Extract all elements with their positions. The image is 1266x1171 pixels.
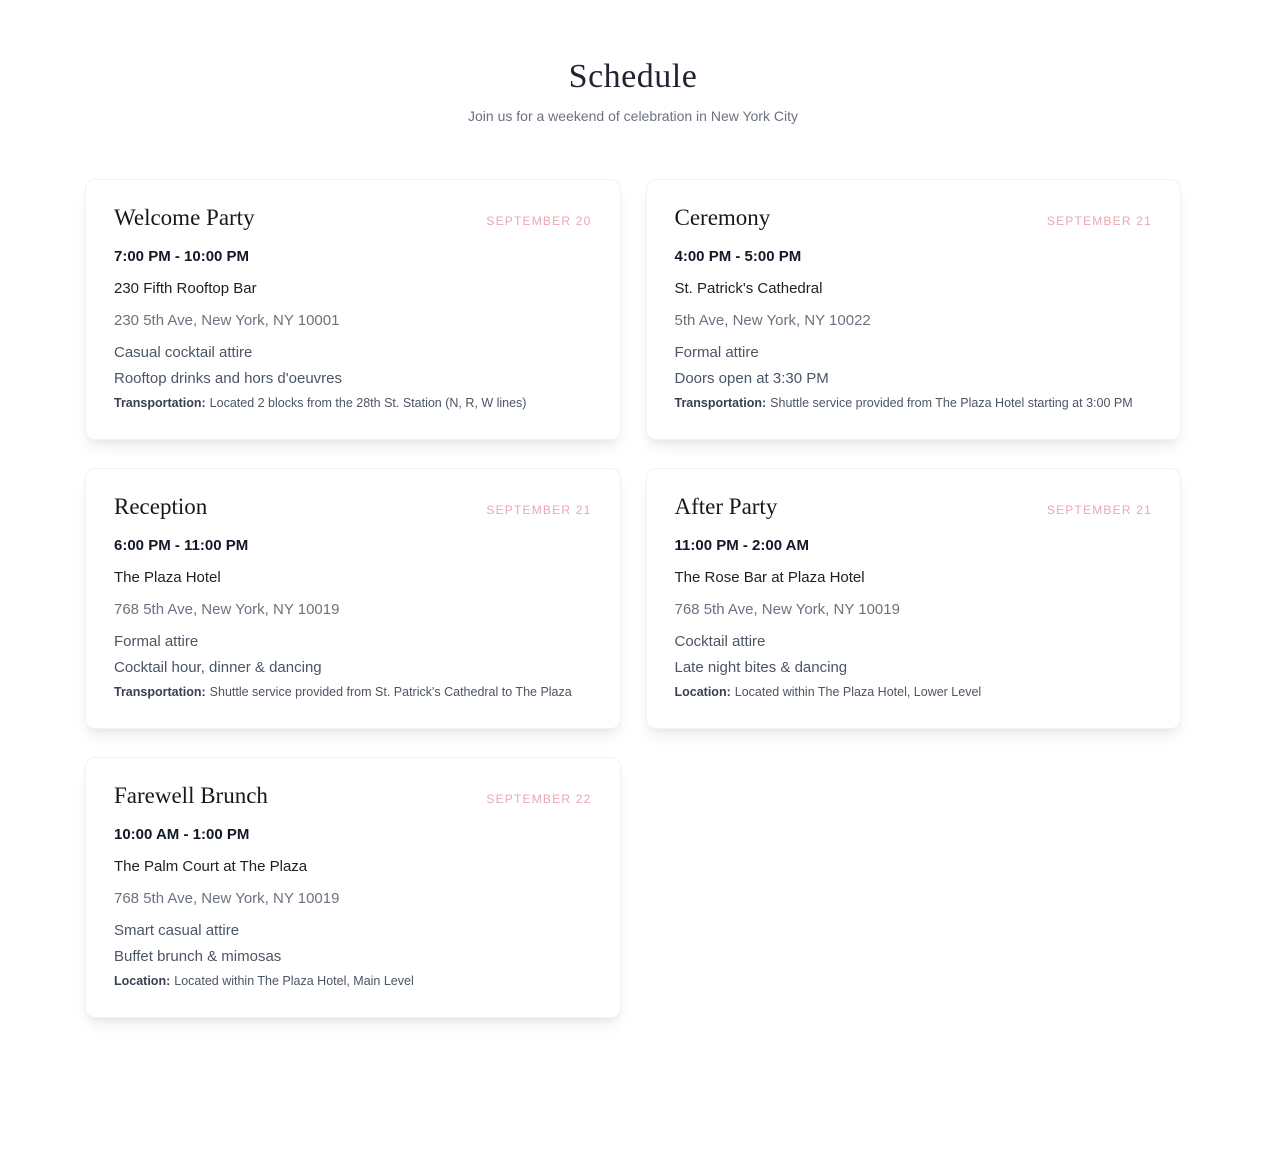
event-attire: Formal attire bbox=[114, 632, 199, 650]
event-card-after-party bbox=[646, 468, 1182, 729]
page-header bbox=[0, 0, 1266, 124]
event-title: Ceremony bbox=[674, 204, 771, 230]
event-note-text: Shuttle service provided from The Plaza Hotel starting at 3:00 PM bbox=[770, 395, 1133, 410]
event-attire: Formal attire bbox=[674, 343, 759, 361]
event-date-label: SEPTEMBER 21 bbox=[1046, 213, 1152, 228]
event-date-label: SEPTEMBER 22 bbox=[486, 791, 592, 806]
event-note bbox=[675, 395, 1153, 411]
event-venue: 230 Fifth Rooftop Bar bbox=[114, 279, 257, 297]
event-date-label: SEPTEMBER 21 bbox=[486, 502, 592, 517]
event-time: 11:00 PM - 2:00 AM bbox=[674, 536, 809, 554]
event-card-welcome-party bbox=[85, 179, 621, 440]
event-venue: The Plaza Hotel bbox=[114, 568, 221, 586]
event-venue: The Rose Bar at Plaza Hotel bbox=[674, 568, 865, 586]
event-card-header bbox=[114, 492, 592, 522]
event-card-header bbox=[675, 492, 1153, 522]
event-attire: Smart casual attire bbox=[114, 921, 240, 939]
event-note-text: Located within The Plaza Hotel, Lower Level bbox=[734, 684, 982, 699]
page-title: Schedule bbox=[568, 58, 698, 95]
event-time: 4:00 PM - 5:00 PM bbox=[674, 247, 802, 265]
event-attire: Cocktail attire bbox=[674, 632, 766, 650]
event-time: 7:00 PM - 10:00 PM bbox=[114, 247, 250, 265]
event-note bbox=[114, 395, 592, 411]
event-date-label: SEPTEMBER 21 bbox=[1046, 502, 1152, 517]
event-note-label: Location: bbox=[114, 973, 171, 988]
event-note-label: Transportation: bbox=[114, 684, 206, 699]
event-note-text: Located within The Plaza Hotel, Main Level bbox=[174, 973, 414, 988]
event-venue: St. Patrick's Cathedral bbox=[674, 279, 823, 297]
events-grid bbox=[85, 179, 1181, 1078]
event-description: Cocktail hour, dinner & dancing bbox=[114, 658, 322, 676]
event-address: 768 5th Ave, New York, NY 10019 bbox=[114, 600, 340, 618]
event-card-header bbox=[675, 203, 1153, 233]
event-note bbox=[114, 684, 592, 700]
event-attire: Casual cocktail attire bbox=[114, 343, 253, 361]
event-note-text: Located 2 blocks from the 28th St. Station (N, R, W lines) bbox=[209, 395, 527, 410]
event-card-farewell-brunch bbox=[85, 757, 621, 1018]
event-time: 6:00 PM - 11:00 PM bbox=[114, 536, 249, 554]
event-date-label: SEPTEMBER 20 bbox=[486, 213, 592, 228]
event-note bbox=[114, 973, 592, 989]
event-venue: The Palm Court at The Plaza bbox=[114, 857, 308, 875]
event-note-label: Location: bbox=[674, 684, 731, 699]
event-card-ceremony bbox=[646, 179, 1182, 440]
event-note-label: Transportation: bbox=[114, 395, 206, 410]
event-title: Reception bbox=[114, 493, 208, 519]
event-address: 768 5th Ave, New York, NY 10019 bbox=[114, 889, 340, 907]
event-card-header bbox=[114, 781, 592, 811]
event-title: Welcome Party bbox=[114, 204, 255, 230]
event-address: 230 5th Ave, New York, NY 10001 bbox=[114, 311, 340, 329]
event-address: 768 5th Ave, New York, NY 10019 bbox=[674, 600, 900, 618]
event-description: Late night bites & dancing bbox=[674, 658, 848, 676]
event-description: Doors open at 3:30 PM bbox=[674, 369, 829, 387]
event-note-label: Transportation: bbox=[674, 395, 767, 410]
event-description: Rooftop drinks and hors d'oeuvres bbox=[114, 369, 342, 387]
event-note bbox=[675, 684, 1153, 700]
event-note-text: Shuttle service provided from St. Patrick's Cathedral to The Plaza bbox=[209, 684, 572, 699]
event-card-reception bbox=[85, 468, 621, 729]
event-description: Buffet brunch & mimosas bbox=[114, 947, 282, 965]
event-title: Farewell Brunch bbox=[114, 782, 268, 808]
event-card-header bbox=[114, 203, 592, 233]
event-address: 5th Ave, New York, NY 10022 bbox=[674, 311, 871, 329]
page-subtitle: Join us for a weekend of celebration in New York City bbox=[468, 107, 798, 124]
event-title: After Party bbox=[674, 493, 778, 519]
event-time: 10:00 AM - 1:00 PM bbox=[114, 825, 250, 843]
